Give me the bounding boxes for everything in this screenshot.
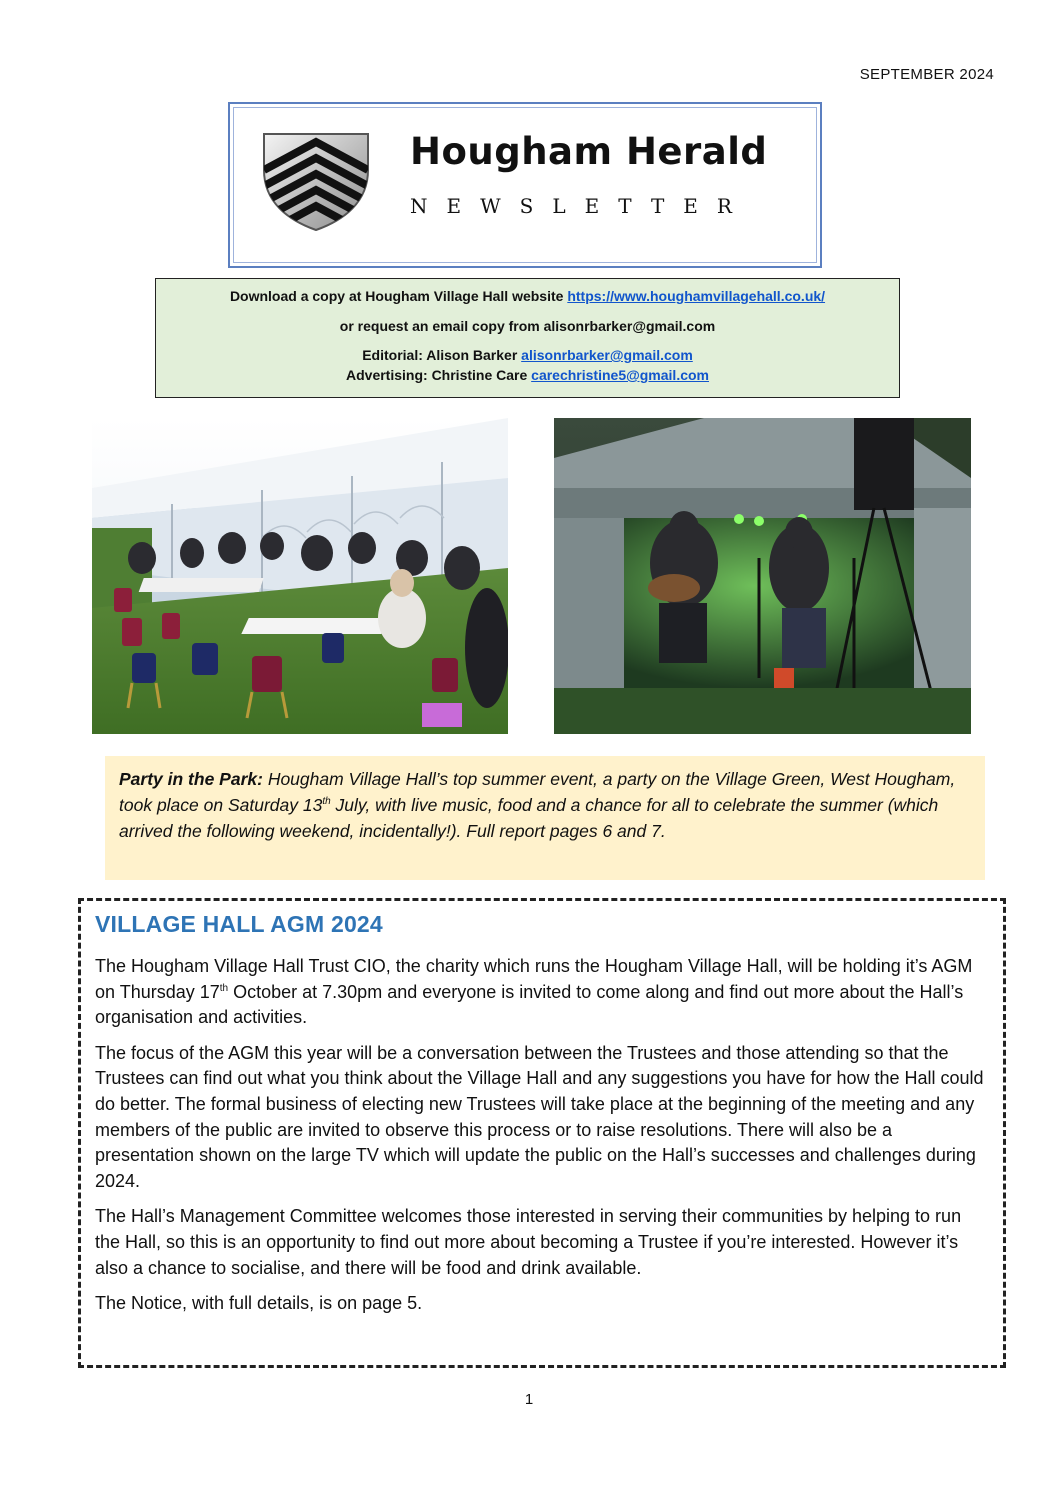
live-music-photo xyxy=(554,418,971,734)
request-line: or request an email copy from alisonrbarker@gmail.com xyxy=(339,318,716,334)
chevron-shield-logo-icon xyxy=(260,130,372,232)
editorial-email-link[interactable]: alisonrbarker@gmail.com xyxy=(521,347,693,363)
advertising-email-link[interactable]: carechristine5@gmail.com xyxy=(531,367,709,383)
agm-paragraph-3: The Hall’s Management Committee welcomes those interested in serving their communities by helping to run the Hall, so this is an opportunity to find out more about becoming a Trustee if you’re interested. However it’s also a chance to socialise, and there will be food and drink available. xyxy=(95,1206,962,1278)
agm-heading: VILLAGE HALL AGM 2024 xyxy=(95,911,383,937)
agm-paragraph-2: The focus of the AGM this year will be a conversation between the Trustees and those attending so that the Trustees can find out what you think about the Village Hall and any suggestions you have for how the Hall could do better. The formal business of electing new Trustees will take place at the beginning of the meeting and any members of the public are invited to observe this process or to raise resolutions. There will also be a presentation shown on the large TV which will update the public on the Hall’s successes and challenges during 2024. xyxy=(95,1042,984,1191)
masthead xyxy=(228,102,822,268)
newsletter-subtitle: NEWSLETTER xyxy=(410,194,751,218)
editorial-line: Editorial: Alison Barker alisonrbarker@gmail.com xyxy=(362,347,693,363)
issue-date: SEPTEMBER 2024 xyxy=(859,66,994,83)
download-line: Download a copy at Hougham Village Hall website https://www.houghamvillagehall.co.uk/ xyxy=(229,288,826,304)
advertising-line: Advertising: Christine Care carechristine5@gmail.com xyxy=(346,367,709,383)
marquee-photo xyxy=(92,418,508,734)
newsletter-title: Hougham Herald xyxy=(410,130,768,173)
agm-paragraph-4: The Notice, with full details, is on page 5. xyxy=(95,1293,423,1314)
website-link[interactable]: https://www.houghamvillagehall.co.uk/ xyxy=(567,288,826,304)
caption-lead: Party in the Park: xyxy=(119,769,263,789)
page-number: 1 xyxy=(524,1391,534,1408)
agm-paragraph-1: The Hougham Village Hall Trust CIO, the charity which runs the Hougham Village Hall, will be holding it’s AGM on Thursday 17th October at 7.30pm and everyone is invited to come along and find out more about the Hall’s organisation and activities. xyxy=(95,956,973,1028)
photo-caption: Party in the Park: Hougham Village Hall’s top summer event, a party on the Village Green, West Hougham, took place on Saturday 13th July, with live music, food and a chance for all to celebrate the summer (which arrived the following weekend, incidentally!). Full report pages 6 and 7. xyxy=(105,756,985,880)
agm-article xyxy=(78,898,1006,1368)
info-box xyxy=(155,278,900,398)
